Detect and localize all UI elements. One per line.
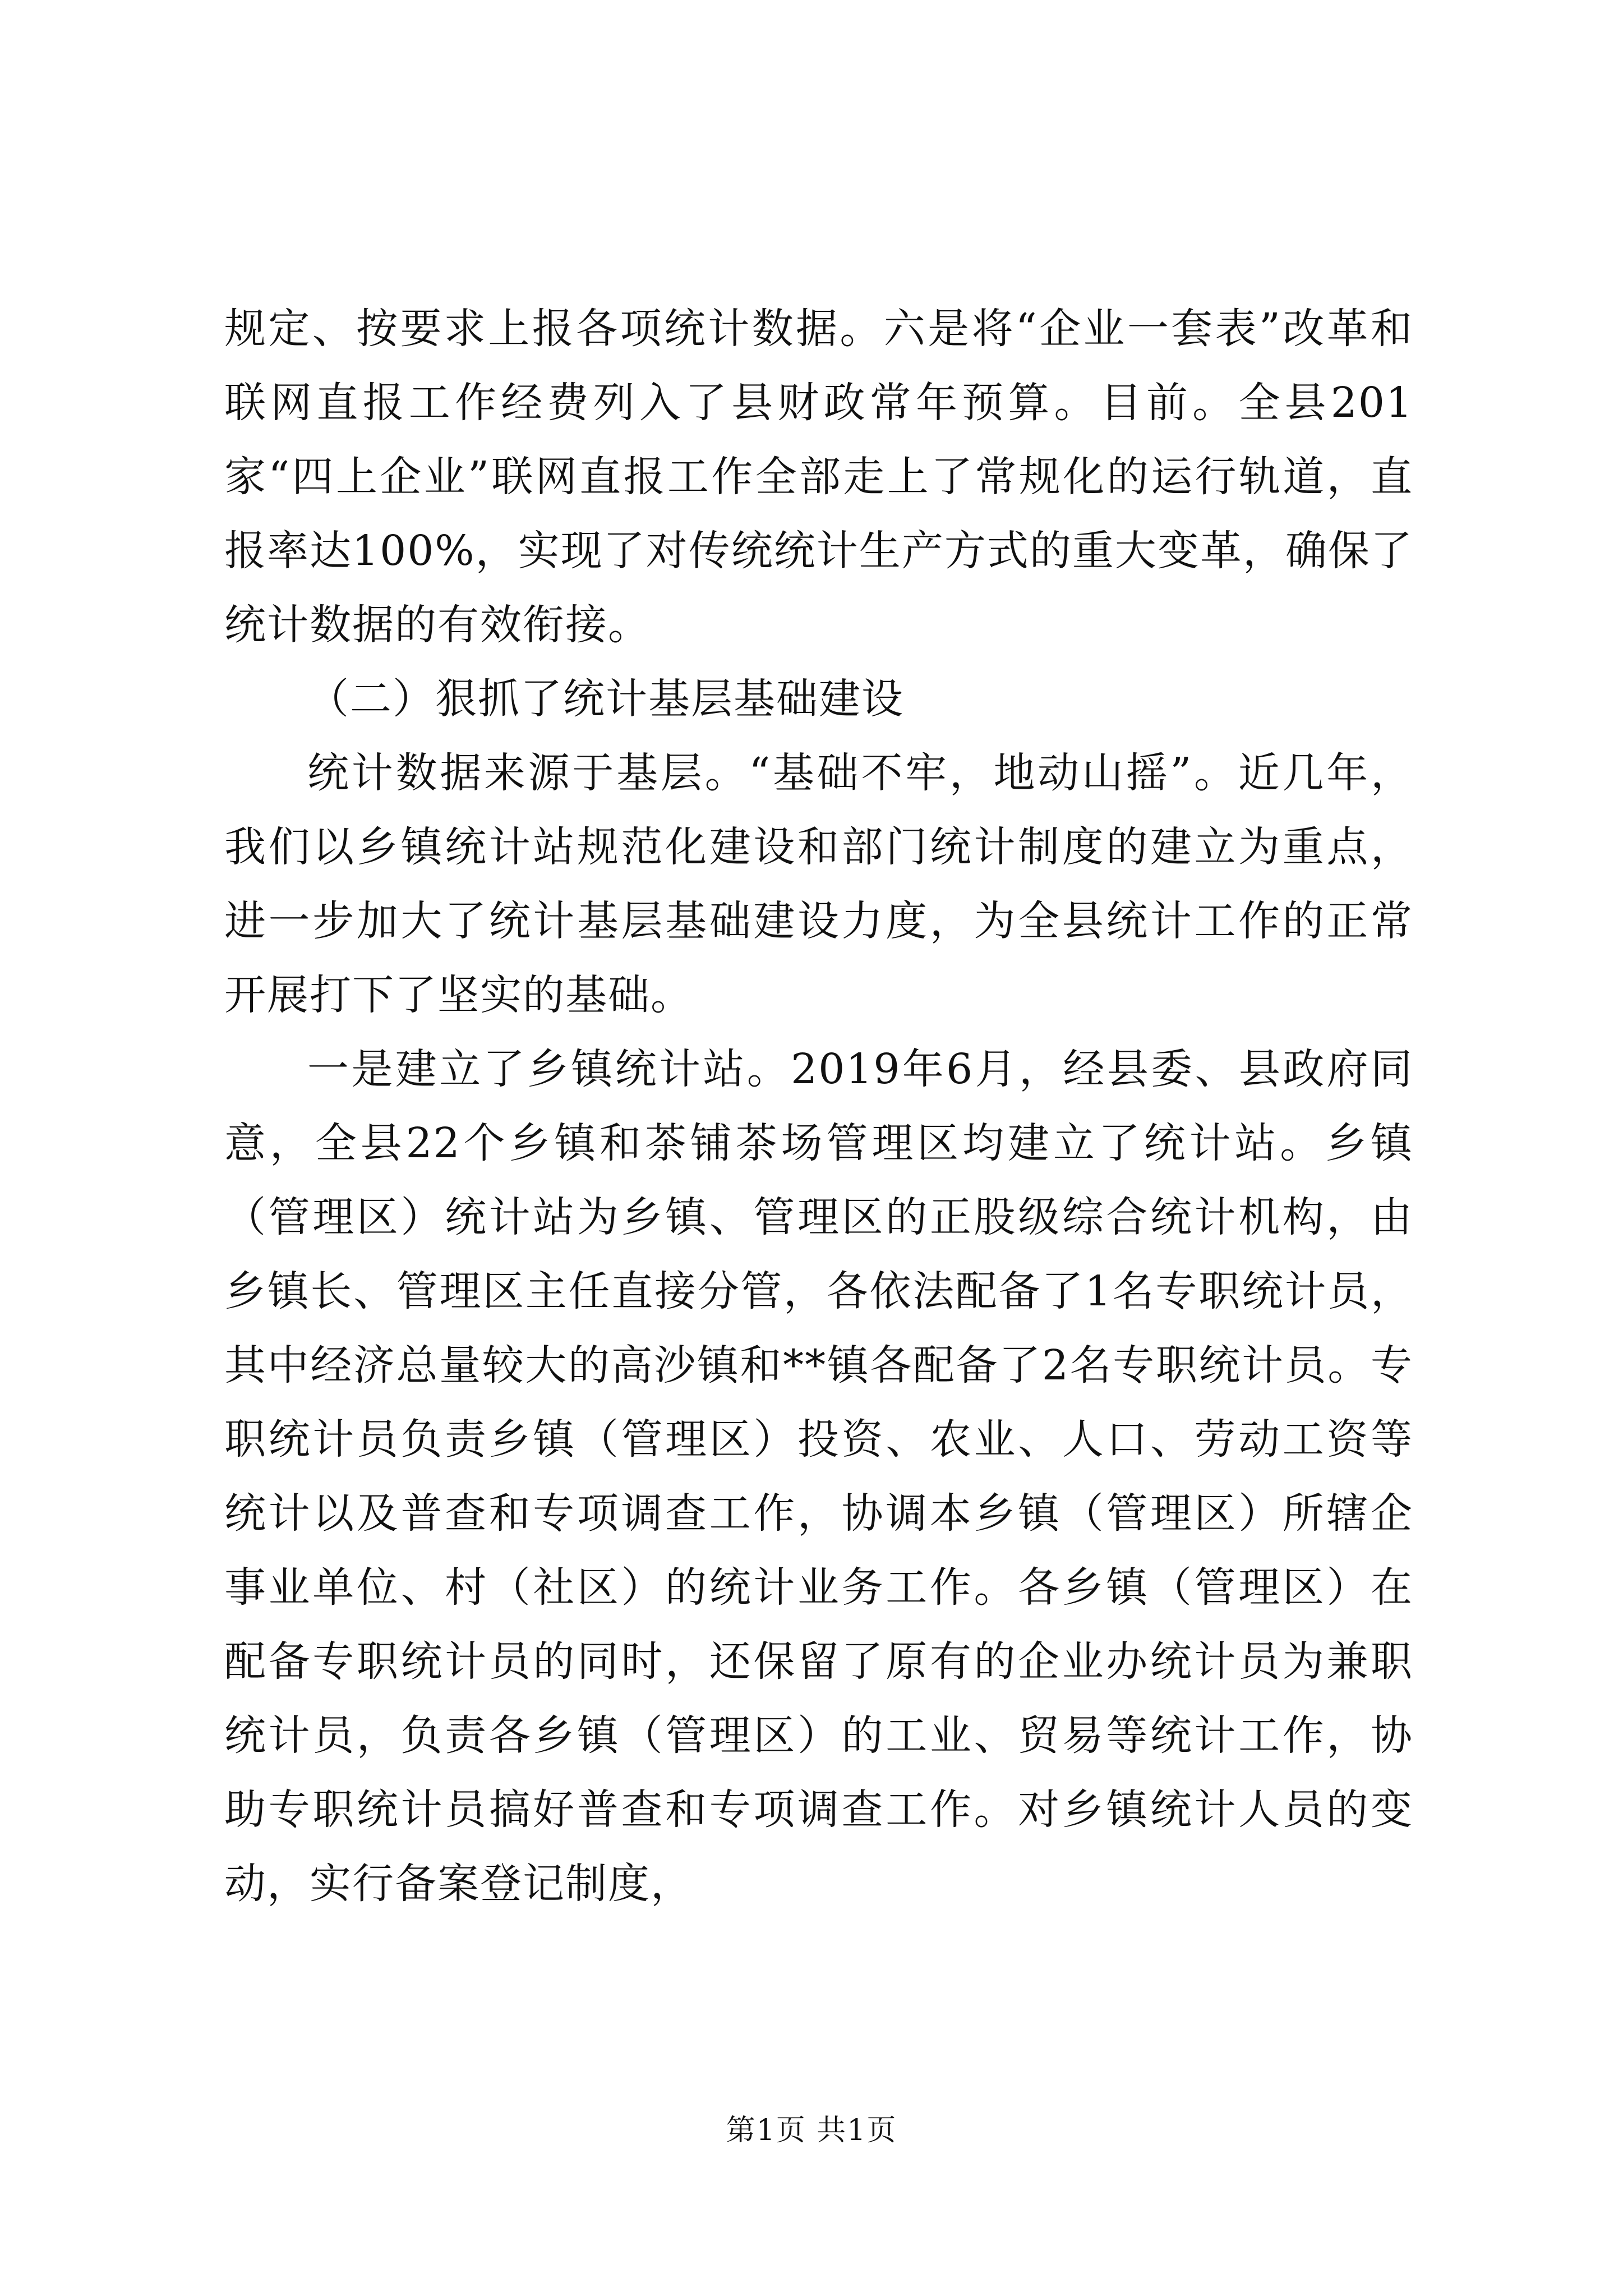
document-body (224, 292, 1413, 1921)
paragraph-intro: 统计数据来源于基层。“基础不牢，地动山摇”。近几年，我们以乡镇统计站规范化建设和部门统计制度的建立为重点，进一步加大了统计基层基础建设力度，为全县统计工作的正常开展打下了坚实的基础。 (224, 749, 1413, 1019)
paragraph-continued: 规定、按要求上报各项统计数据。六是将“企业一套表”改革和联网直报工作经费列入了县财政常年预算。目前。全县201家“四上企业”联网直报工作全部走上了常规化的运行轨道，直报率达100%，实现了对传统统计生产方式的重大变革，确保了统计数据的有效衔接。 (224, 305, 1413, 649)
section-heading: （二）狠抓了统计基层基础建设 (307, 675, 904, 723)
page-footer: 第1页 共1页 (726, 2114, 897, 2147)
paragraph-township-stations: 一是建立了乡镇统计站。2019年6月，经县委、县政府同意，全县22个乡镇和茶铺茶场管理区均建立了统计站。乡镇（管理区）统计站为乡镇、管理区的正股级综合统计机构，由乡镇长、管理区主任直接分管，各依法配备了1名专职统计员，其中经济总量较大的高沙镇和**镇各配备了2名专职统计员。专职统计员负责乡镇（管理区）投资、农业、人口、劳动工资等统计以及普查和专项调查工作，协调本乡镇（管理区）所辖企事业单位、村（社区）的统计业务工作。各乡镇（管理区）在配备专职统计员的同时，还保留了原有的企业办统计员为兼职统计员，负责各乡镇（管理区）的工业、贸易等统计工作，协助专职统计员搞好普查和专项调查工作。对乡镇统计人员的变动，实行备案登记制度， (224, 1045, 1413, 1908)
